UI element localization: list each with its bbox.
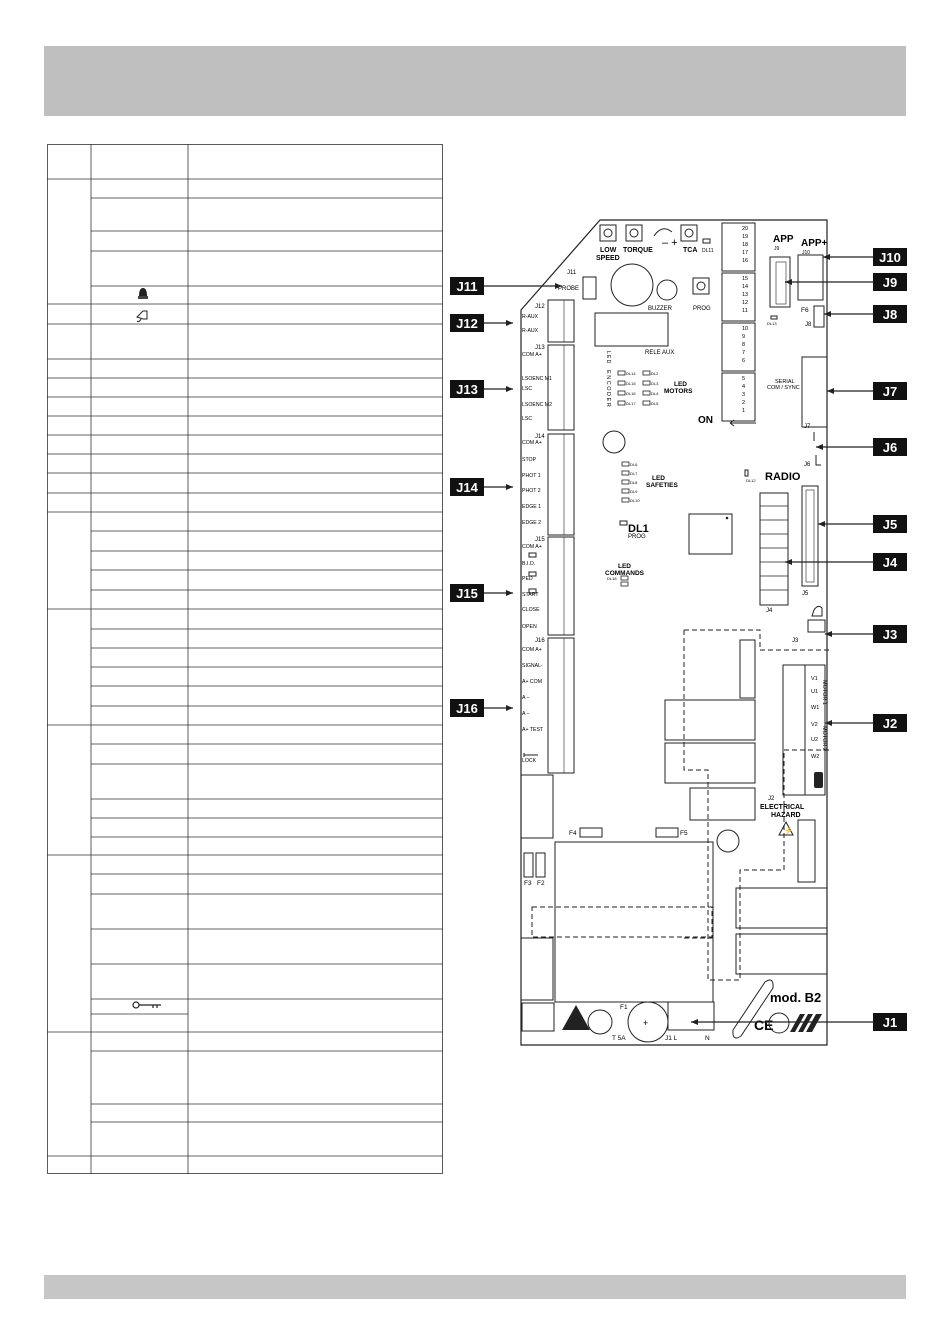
bottom-left-block (522, 1003, 554, 1031)
j16-connector (548, 638, 574, 773)
callout-tag-label: J16 (456, 701, 478, 716)
callout-tag-label: J11 (456, 279, 478, 294)
j15-pin-label: PED (522, 576, 533, 582)
dl12-label: DL12 (746, 478, 756, 483)
radio-label: RADIO (765, 471, 801, 483)
j9-label: J9 (774, 246, 780, 252)
warning-lamp-icon (814, 772, 823, 788)
j6-label: J6 (804, 462, 811, 468)
transformer (555, 842, 713, 1002)
j5-connector (802, 486, 818, 586)
prog-button (693, 278, 709, 294)
motor-pin-v1: V1 (811, 676, 818, 682)
f4-fuse (580, 828, 602, 837)
j3-connector (808, 620, 825, 632)
led-commands-group (607, 576, 628, 586)
terminal-number: 13 (742, 292, 749, 298)
terminal-numbers (742, 226, 748, 414)
j16-pin-label: A+ TEST (522, 727, 544, 733)
left-block (521, 775, 553, 838)
electrical-hazard-label: ELECTRICAL HAZARD (760, 804, 805, 819)
terminal-number: 10 (742, 326, 749, 332)
j16-pin-label: LOCK (522, 758, 537, 764)
terminal-number: 8 (742, 342, 746, 348)
j14-pin-label: STOP (522, 457, 537, 463)
j15-pin-label: CLOSE (522, 607, 540, 613)
callout-tag-label: J6 (882, 440, 898, 455)
motor-pin-u1: U1 (811, 689, 819, 695)
safety-led (622, 480, 629, 484)
j3-label: J3 (792, 638, 799, 644)
callout-tag-label: J2 (882, 716, 898, 731)
dl13-led (771, 316, 777, 319)
j12-connector (548, 300, 574, 342)
bottom-cap (588, 1010, 612, 1034)
app-plus-label: APP+ (801, 238, 828, 249)
left-lower-block (521, 938, 553, 1000)
on-label: ON (698, 415, 713, 426)
j16-pin-label: COM A+ (522, 647, 542, 653)
led-encoder-label: L E D (605, 351, 611, 364)
f2-label: F2 (537, 880, 545, 887)
callout-tag-label: J8 (882, 307, 898, 322)
motor-led-label: DL5 (651, 401, 659, 406)
j4-pins (760, 506, 788, 590)
table-row-lines (91, 198, 443, 1122)
j13-pin-label: LSC (522, 386, 533, 392)
terminal-number: 2 (742, 400, 746, 406)
j14-connector (548, 434, 574, 535)
j13-pin-label: LSC (522, 416, 533, 422)
motor-led (643, 391, 650, 395)
trimmer-arrow-icon (654, 229, 672, 236)
f5-label: F5 (680, 830, 688, 837)
callout-tags (450, 248, 907, 1031)
encoder-led-label: DL17 (626, 401, 636, 406)
safety-led-label: DL8 (630, 480, 638, 485)
j11-connector (583, 277, 596, 299)
safety-led-label: DL10 (630, 498, 640, 503)
tca-trimmer (681, 225, 697, 241)
dl11-label: DL11 (702, 248, 714, 254)
j15-pin-label: OPEN (522, 624, 537, 630)
safety-led-label: DL7 (630, 471, 638, 476)
torque-label: TORQUE (623, 247, 653, 254)
j16-pin-label: A – (522, 695, 530, 701)
j15-pin-label: START (522, 592, 539, 598)
callout-tag-label: J4 (882, 555, 898, 570)
f4-label: F4 (569, 830, 577, 837)
right-block-1 (736, 888, 827, 928)
control-board-diagram (440, 210, 950, 1060)
t5a-label: T 5A (612, 1035, 626, 1042)
lamp-icon (138, 288, 148, 299)
buzzer-label: BUZZER (648, 306, 672, 312)
microcontroller (689, 514, 732, 554)
j14-pin-label: EDGE 2 (522, 520, 542, 526)
table-group-lines (47, 179, 443, 1156)
terminal-number: 17 (742, 250, 749, 256)
terminal-number: 4 (742, 384, 746, 390)
j4-label: J4 (766, 608, 773, 614)
footer-bar (44, 1275, 906, 1299)
low-speed-trimmer (600, 225, 616, 241)
j14-pin-label: COM A+ (522, 440, 542, 446)
j11-label: J11 (567, 270, 577, 276)
j8-label: J8 (805, 322, 812, 328)
f2-fuse (536, 853, 545, 877)
dl1-label: DL1 (628, 523, 649, 535)
tca-label: TCA (683, 247, 698, 254)
j10-label: J10 (802, 250, 811, 256)
relay-4 (690, 788, 755, 820)
j15-connector (548, 537, 574, 635)
hazard-block (798, 820, 815, 882)
motor1-label: MOTOR 1 (821, 680, 827, 705)
key-icon (133, 1002, 161, 1008)
j14-pin-label: PHOT 1 (522, 473, 541, 479)
led-commands-label: LED COMMANDS (605, 563, 644, 577)
callout-tag-label: J13 (456, 382, 478, 397)
motor-led (643, 381, 650, 385)
terminal-number: 9 (742, 334, 746, 340)
relay-2 (665, 700, 755, 740)
callout-tag-label: J15 (456, 586, 478, 601)
terminal-number: 16 (742, 258, 749, 264)
j15-name: J15 (535, 537, 545, 543)
safety-led (622, 462, 629, 466)
j12-pin-label: R-AUX (522, 314, 539, 320)
rele-aux-label: RELE AUX (645, 350, 675, 356)
rele-aux-relay (595, 313, 668, 346)
f3-label: F3 (524, 880, 532, 887)
prog-label: PROG (693, 306, 711, 312)
led-motors-label: LED MOTORS (664, 381, 693, 395)
dl13-label: DL13 (767, 321, 777, 326)
j16-pin-label: SIGNAL- (522, 663, 543, 669)
callout-tag-label: J7 (882, 384, 898, 399)
app-label: APP (773, 234, 794, 245)
j12-pin-label: R-AUX (522, 328, 539, 334)
j15-pin-label: B.I.O. (522, 561, 536, 567)
motor-pin-w2: W2 (811, 754, 820, 760)
motor-pin-u2: U2 (811, 737, 819, 743)
probe-label: PROBE (558, 286, 580, 292)
j1-connector (668, 1002, 714, 1030)
terminal-number: 5 (742, 376, 746, 382)
esd-warning-icon (562, 1005, 590, 1030)
j3-hand-icon (812, 606, 822, 616)
board-outline (521, 220, 827, 1045)
minus-plus-label: – + (662, 237, 678, 249)
dl1-led (620, 521, 627, 525)
callout-tag-label: J10 (879, 250, 901, 265)
motor-pin-v2: V2 (811, 722, 818, 728)
j16-name: J16 (535, 638, 545, 644)
capacitor (603, 431, 625, 453)
model-label: mod. B2 (770, 990, 822, 1005)
callout-tag-label: J9 (882, 275, 898, 290)
j14-name: J14 (535, 434, 545, 440)
callout-tag-label: J1 (882, 1015, 898, 1030)
encoder-led-label: DL14 (626, 371, 636, 376)
motor-led (643, 401, 650, 405)
encoder-led (618, 381, 625, 385)
callout-tag-label: J14 (456, 480, 478, 495)
safety-led-label: DL9 (630, 489, 638, 494)
motor-led-label: DL3 (651, 381, 659, 386)
terminal-blocks (722, 223, 755, 421)
terminal-number: 7 (742, 350, 746, 356)
dl11-led (703, 239, 710, 243)
command-led (621, 582, 628, 586)
f3-fuse (524, 853, 533, 877)
j10-connector (798, 255, 823, 300)
terminal-number: 20 (742, 226, 749, 232)
j4-connector (760, 493, 788, 605)
j16-pin-label: A+ COM (522, 679, 543, 685)
f1-label: F1 (620, 1004, 628, 1011)
coil (717, 830, 739, 852)
motor2-label: MOTOR 2 (821, 726, 827, 751)
buzzer-cap (657, 280, 677, 300)
callout-tag-label: J5 (882, 517, 898, 532)
callout-tag-label: J3 (882, 627, 898, 642)
motor-led-label: DL2 (651, 371, 659, 376)
terminal-number: 12 (742, 300, 749, 306)
encoder-label: E N C O D E R (605, 370, 611, 407)
right-block-2 (736, 934, 827, 974)
j15-led (529, 553, 536, 557)
encoder-led-label: DL16 (626, 391, 636, 396)
relay-3 (665, 743, 755, 783)
j14-pin-label: PHOT 2 (522, 488, 541, 494)
j7-connector (802, 357, 827, 427)
low-speed-label: LOW SPEED (596, 247, 620, 262)
terminal-table (47, 144, 443, 1174)
terminal-number: 18 (742, 242, 749, 248)
torque-trimmer (626, 225, 642, 241)
terminal-number: 1 (742, 408, 746, 414)
serial-label: SERIAL COM / SYNC (767, 379, 800, 391)
led-safeties-group (622, 462, 640, 503)
dl1-prog-label: PROG (628, 534, 646, 540)
motor-led-label: DL4 (651, 391, 659, 396)
ce-mark: CE (754, 1017, 774, 1033)
brand-logo-icon (790, 1014, 822, 1032)
motor-pin-w1: W1 (811, 705, 820, 711)
j7-label: J7 (804, 424, 811, 430)
relay-1 (740, 640, 755, 698)
buzzer (611, 264, 653, 306)
j16-pin-label: A – (522, 711, 530, 717)
f6-label: F6 (801, 307, 809, 314)
terminal-number: 6 (742, 358, 746, 364)
led-safeties-label: LED SAFETIES (646, 475, 678, 489)
encoder-led (618, 391, 625, 395)
j8-connector (814, 306, 824, 327)
command-led-label: DL18 (607, 576, 617, 581)
svg-text:+: + (643, 1018, 649, 1028)
j14-pin-label: EDGE 1 (522, 504, 542, 510)
safety-led (622, 471, 629, 475)
terminal-number: 11 (742, 308, 748, 314)
callout-tag-label: J12 (456, 316, 478, 331)
bell-icon (137, 311, 147, 322)
encoder-led (618, 371, 625, 375)
terminal-number: 3 (742, 392, 746, 398)
j5-label: J5 (802, 591, 809, 597)
terminal-number: 14 (742, 284, 749, 290)
n-pin-label: N (705, 1035, 710, 1042)
f5-fuse (656, 828, 678, 837)
svg-text:⚡: ⚡ (784, 828, 793, 835)
j2-label: J2 (768, 796, 775, 802)
safety-led-label: DL6 (630, 462, 638, 467)
header-bar (44, 46, 906, 116)
encoder-led-label: DL15 (626, 381, 636, 386)
encoder-led (618, 401, 625, 405)
terminal-number: 19 (742, 234, 749, 240)
safety-led (622, 498, 629, 502)
j12-name: J12 (535, 304, 545, 310)
led-motors-group (643, 371, 659, 406)
j13-pin-label: COM A+ (522, 352, 542, 358)
lock-key-icon (524, 753, 538, 757)
j13-name: J13 (535, 345, 545, 351)
j13-pin-label: LSOENC M1 (522, 376, 552, 382)
dl12-led (745, 470, 748, 476)
led-encoder-group (618, 371, 636, 406)
safety-led (622, 489, 629, 493)
left-connectors (522, 300, 574, 773)
terminal-number: 15 (742, 276, 749, 282)
j1-pin-label: J1 L (665, 1035, 678, 1042)
motor-led (643, 371, 650, 375)
j15-pin-label: COM A+ (522, 544, 542, 550)
j13-connector (548, 345, 574, 430)
j13-pin-label: LSOENC M2 (522, 402, 552, 408)
